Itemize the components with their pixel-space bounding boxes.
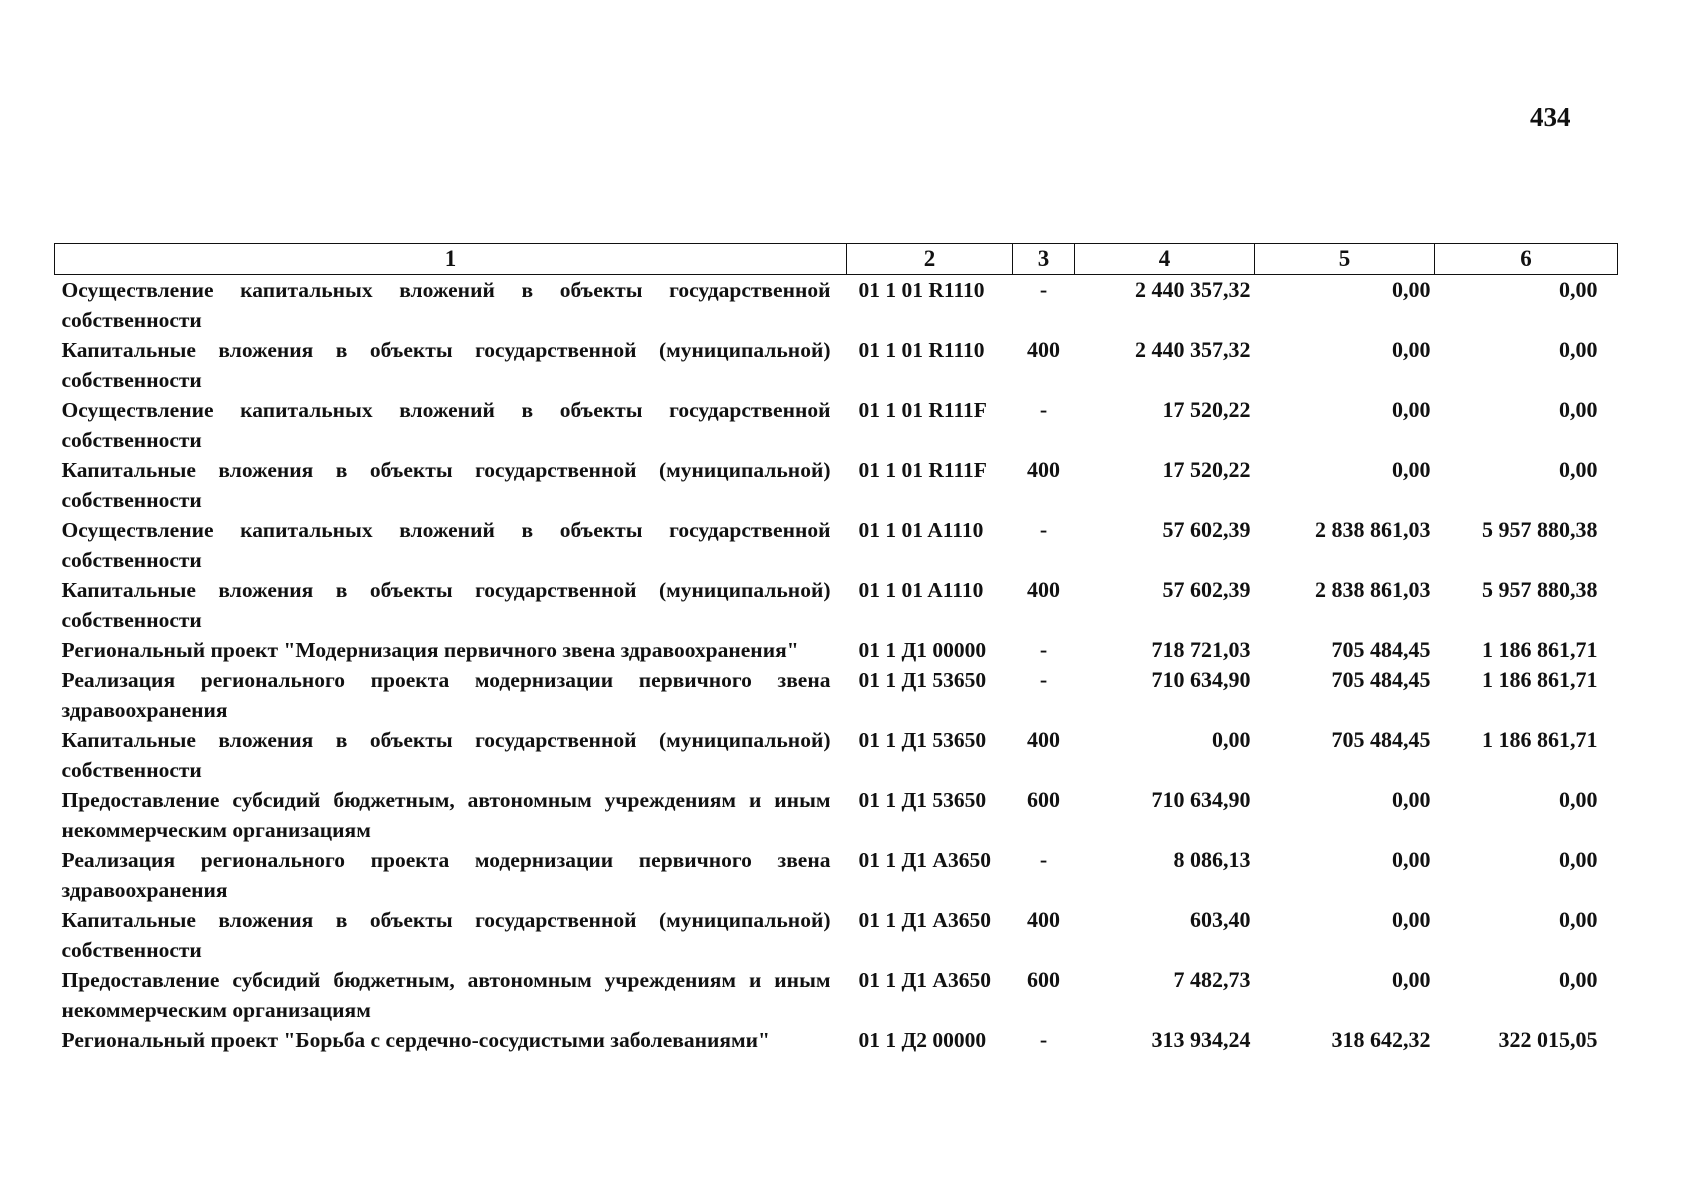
- header-col-4: 4: [1075, 244, 1255, 275]
- row-value-col-4: 603,40: [1190, 907, 1251, 932]
- row-expense-type: -: [1039, 397, 1048, 422]
- row-value-col-4: 17 520,22: [1162, 457, 1251, 482]
- row-value-col-4: 313 934,24: [1151, 1027, 1251, 1052]
- row-value-col-6: 0,00: [1559, 907, 1598, 932]
- header-col-2: 2: [847, 244, 1013, 275]
- row-value-col-5: 2 838 861,03: [1315, 517, 1431, 542]
- row-value-col-4: 0,00: [1212, 727, 1251, 752]
- row-code: 01 1 Д2 00000: [858, 1028, 987, 1052]
- row-name: Предоставление субсидий бюджетным, автономным учреждениям и иным некоммерческим организациям: [61, 788, 831, 842]
- row-value-col-5: 705 484,45: [1331, 727, 1431, 752]
- table-row: [55, 905, 1618, 965]
- row-expense-type: 400: [1027, 727, 1060, 752]
- row-code: 01 1 01 R111F: [858, 458, 987, 482]
- row-value-col-4: 57 602,39: [1162, 517, 1251, 542]
- row-value-col-5: 0,00: [1392, 787, 1431, 812]
- row-code: 01 1 01 R1110: [858, 338, 985, 362]
- row-name: Реализация регионального проекта модернизации первичного звена здравоохранения: [61, 848, 831, 902]
- row-name: Капитальные вложения в объекты государственной (муниципальной) собственности: [61, 908, 831, 962]
- row-value-col-5: 2 838 861,03: [1315, 577, 1431, 602]
- row-value-col-6: 0,00: [1559, 277, 1598, 302]
- row-name: Предоставление субсидий бюджетным, автономным учреждениям и иным некоммерческим организациям: [61, 968, 831, 1022]
- row-code: 01 1 Д1 00000: [858, 638, 987, 662]
- row-name: Осуществление капитальных вложений в объекты государственной собственности: [61, 518, 831, 572]
- row-expense-type: -: [1039, 847, 1048, 872]
- table-row: [55, 965, 1618, 1025]
- row-expense-type: 400: [1027, 337, 1060, 362]
- row-value-col-4: 718 721,03: [1151, 637, 1251, 662]
- table-row: [55, 785, 1618, 845]
- row-value-col-5: 0,00: [1392, 847, 1431, 872]
- row-code: 01 1 Д1 53650: [858, 728, 987, 752]
- row-value-col-5: 705 484,45: [1331, 667, 1431, 692]
- table-row: [55, 635, 1618, 665]
- row-value-col-6: 1 186 861,71: [1482, 637, 1598, 662]
- row-value-col-6: 322 015,05: [1498, 1027, 1598, 1052]
- table-row: [55, 575, 1618, 635]
- row-expense-type: -: [1039, 667, 1048, 692]
- table-row: [55, 515, 1618, 575]
- header-row: [55, 244, 1618, 275]
- row-value-col-4: 2 440 357,32: [1135, 337, 1251, 362]
- row-expense-type: 400: [1027, 457, 1060, 482]
- row-value-col-6: 0,00: [1559, 337, 1598, 362]
- row-value-col-4: 7 482,73: [1173, 967, 1251, 992]
- row-code: 01 1 01 A1110: [858, 578, 984, 602]
- table-row: [55, 725, 1618, 785]
- table-row: [55, 395, 1618, 455]
- row-value-col-4: 710 634,90: [1151, 667, 1251, 692]
- table-row: [55, 275, 1618, 336]
- row-value-col-5: 0,00: [1392, 907, 1431, 932]
- row-expense-type: -: [1039, 517, 1048, 542]
- budget-table-container: [54, 243, 1617, 1055]
- row-value-col-6: 5 957 880,38: [1482, 577, 1598, 602]
- row-code: 01 1 Д1 53650: [858, 668, 987, 692]
- row-expense-type: -: [1039, 637, 1048, 662]
- table-row: [55, 665, 1618, 725]
- row-name: Капитальные вложения в объекты государственной (муниципальной) собственности: [61, 338, 831, 392]
- table-body: [55, 275, 1618, 1056]
- row-expense-type: 600: [1027, 787, 1060, 812]
- row-name: Региональный проект "Модернизация первичного звена здравоохранения": [61, 638, 799, 662]
- row-name: Капитальные вложения в объекты государственной (муниципальной) собственности: [61, 728, 831, 782]
- row-value-col-6: 0,00: [1559, 457, 1598, 482]
- row-value-col-5: 0,00: [1392, 277, 1431, 302]
- row-value-col-5: 705 484,45: [1331, 637, 1431, 662]
- row-name: Капитальные вложения в объекты государственной (муниципальной) собственности: [61, 458, 831, 512]
- row-value-col-6: 1 186 861,71: [1482, 667, 1598, 692]
- row-code: 01 1 01 A1110: [858, 518, 984, 542]
- row-value-col-4: 2 440 357,32: [1135, 277, 1251, 302]
- row-expense-type: -: [1039, 1027, 1048, 1052]
- header-col-3: 3: [1013, 244, 1075, 275]
- row-value-col-4: 710 634,90: [1151, 787, 1251, 812]
- row-value-col-5: 0,00: [1392, 967, 1431, 992]
- row-name: Реализация регионального проекта модернизации первичного звена здравоохранения: [61, 668, 831, 722]
- header-col-6: 6: [1435, 244, 1618, 275]
- row-name: Региональный проект "Борьба с сердечно-сосудистыми заболеваниями": [61, 1028, 770, 1052]
- table-row: [55, 455, 1618, 515]
- header-col-5: 5: [1255, 244, 1435, 275]
- row-code: 01 1 01 R111F: [858, 398, 987, 422]
- row-expense-type: 400: [1027, 577, 1060, 602]
- row-code: 01 1 Д1 A3650: [858, 848, 991, 872]
- table-row: [55, 335, 1618, 395]
- row-value-col-6: 0,00: [1559, 397, 1598, 422]
- row-value-col-6: 5 957 880,38: [1482, 517, 1598, 542]
- row-name: Осуществление капитальных вложений в объекты государственной собственности: [61, 398, 831, 452]
- budget-table: [54, 243, 1618, 1055]
- row-name: Капитальные вложения в объекты государственной (муниципальной) собственности: [61, 578, 831, 632]
- row-value-col-6: 0,00: [1559, 787, 1598, 812]
- row-value-col-6: 0,00: [1559, 967, 1598, 992]
- row-code: 01 1 Д1 53650: [858, 788, 987, 812]
- row-value-col-5: 318 642,32: [1331, 1027, 1431, 1052]
- row-code: 01 1 Д1 A3650: [858, 908, 991, 932]
- row-value-col-5: 0,00: [1392, 457, 1431, 482]
- row-code: 01 1 Д1 A3650: [858, 968, 991, 992]
- header-col-1: 1: [55, 244, 847, 275]
- row-expense-type: 600: [1027, 967, 1060, 992]
- row-value-col-6: 0,00: [1559, 847, 1598, 872]
- row-value-col-5: 0,00: [1392, 397, 1431, 422]
- row-value-col-4: 57 602,39: [1162, 577, 1251, 602]
- table-row: [55, 1025, 1618, 1055]
- row-expense-type: -: [1039, 277, 1048, 302]
- row-value-col-4: 8 086,13: [1173, 847, 1251, 872]
- row-expense-type: 400: [1027, 907, 1060, 932]
- row-name: Осуществление капитальных вложений в объекты государственной собственности: [61, 278, 831, 332]
- row-value-col-4: 17 520,22: [1162, 397, 1251, 422]
- row-code: 01 1 01 R1110: [858, 278, 985, 302]
- table-row: [55, 845, 1618, 905]
- row-value-col-6: 1 186 861,71: [1482, 727, 1598, 752]
- page-number: 434: [1530, 102, 1571, 132]
- row-value-col-5: 0,00: [1392, 337, 1431, 362]
